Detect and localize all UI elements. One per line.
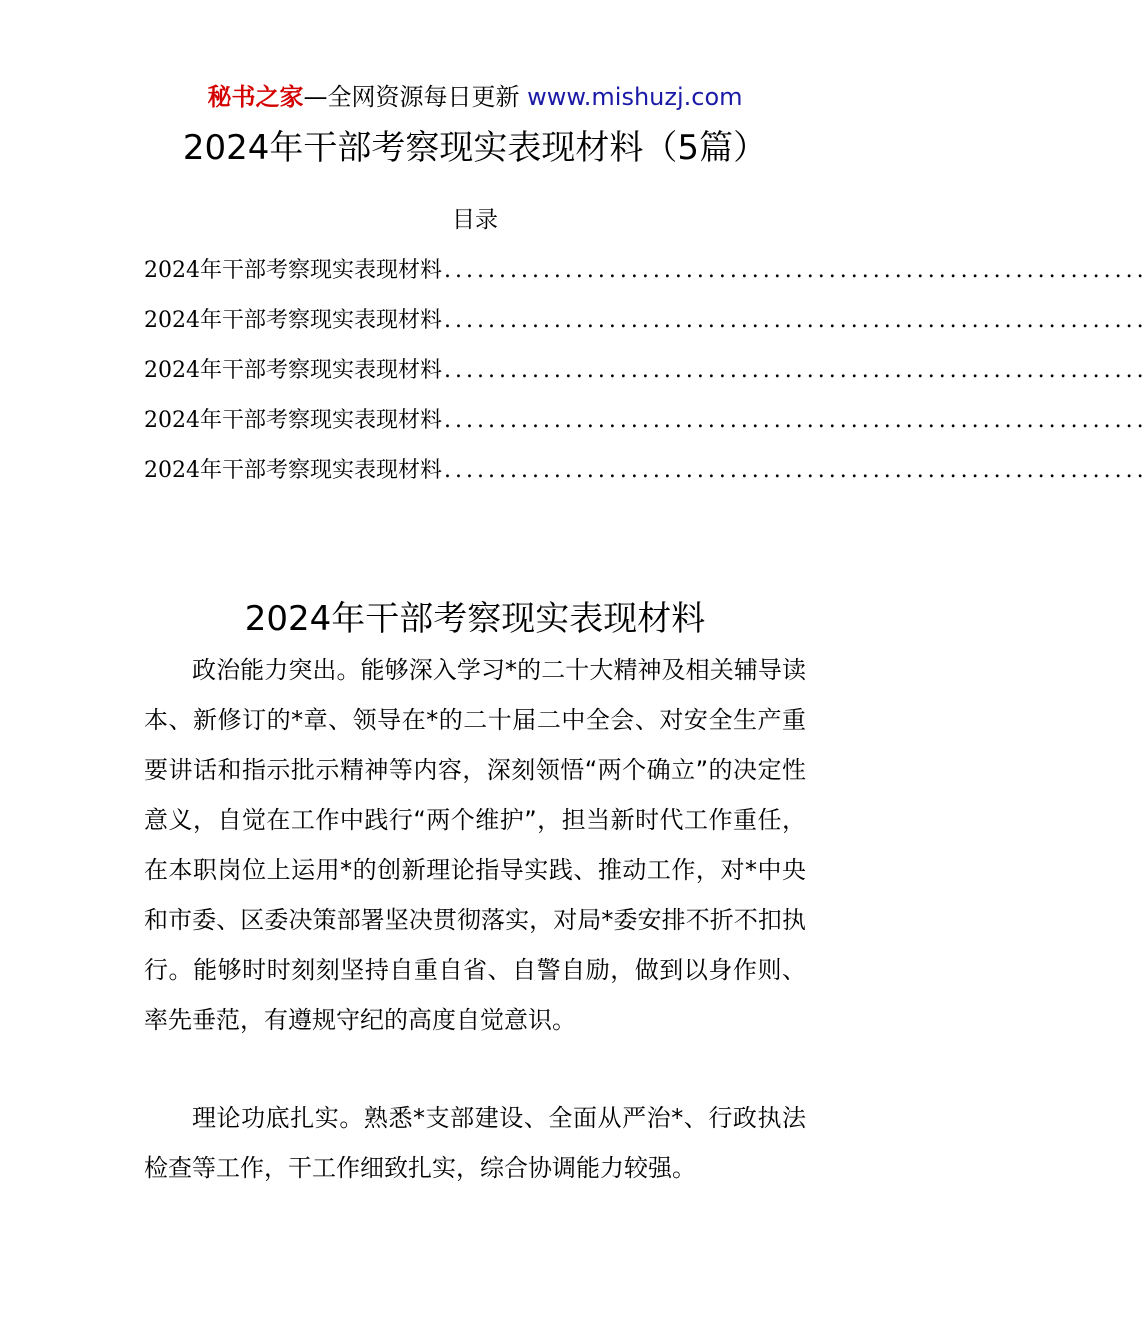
site-banner — [0, 80, 950, 114]
toc-dot-leader: ................................................................ — [444, 408, 1148, 433]
toc-entry-text: 2024年干部考察现实表现材料 — [144, 308, 442, 333]
toc-entry[interactable] — [144, 356, 1148, 406]
body-paragraph: 政治能力突出。能够深入学习*的二十大精神及相关辅导读本、新修订的*章、领导在*的二十届二中全会、对安全生产重要讲话和指示批示精神等内容，深刻领悟“两个确立”的决定性意义，自觉在工作中践行“两个维护”，担当新时代工作重任，在本职岗位上运用*的创新理论指导实践、推动工作，对*中央和市委、区委决策部署坚决贯彻落实，对局*委安排不折不扣执行。能够时时刻刻坚持自重自省、自警自励，做到以身作则、率先垂范，有遵规守纪的高度自觉意识。 — [144, 656, 806, 1034]
document-title: 2024年干部考察现实表现材料（5篇） — [182, 128, 768, 168]
banner-tagline: —全网资源每日更新 — [303, 83, 528, 111]
toc-entry[interactable] — [144, 456, 1148, 506]
section-title: 2024年干部考察现实表现材料 — [244, 599, 706, 639]
toc-entry[interactable] — [144, 256, 1148, 306]
toc-entry[interactable] — [144, 306, 1148, 356]
site-url-link[interactable]: www.mishuzj.com — [527, 83, 743, 111]
toc-entry-text: 2024年干部考察现实表现材料 — [144, 408, 442, 433]
toc-entry-text: 2024年干部考察现实表现材料 — [144, 258, 442, 283]
toc-dot-leader: ................................................................ — [444, 308, 1148, 333]
body-paragraph-block — [144, 645, 806, 1045]
body-paragraph-block — [144, 1093, 806, 1193]
toc-entry-text: 2024年干部考察现实表现材料 — [144, 458, 442, 483]
toc-entry-text: 2024年干部考察现实表现材料 — [144, 358, 442, 383]
toc-dot-leader: ................................................................ — [444, 258, 1148, 283]
toc-dot-leader: ................................................................ — [444, 358, 1148, 383]
table-of-contents — [144, 256, 1148, 506]
toc-dot-leader: ................................................................ — [444, 458, 1148, 483]
body-paragraph: 理论功底扎实。熟悉*支部建设、全面从严治*、行政执法检查等工作，干工作细致扎实，综合协调能力较强。 — [144, 1104, 806, 1182]
brand-name: 秘书之家 — [207, 83, 304, 111]
toc-heading: 目录 — [452, 207, 498, 233]
toc-entry[interactable] — [144, 406, 1148, 456]
